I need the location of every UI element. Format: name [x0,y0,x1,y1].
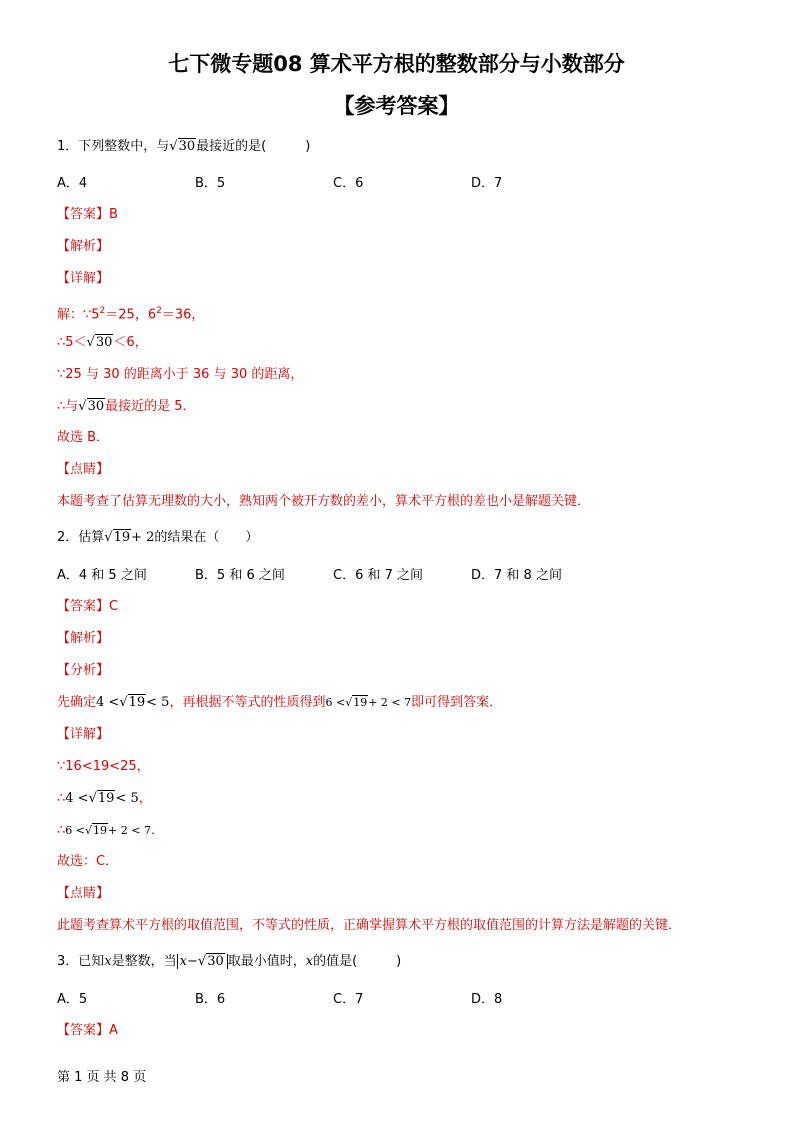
q2-solution-line-4: 故选：C． [57,854,119,869]
q2-solution-line-3: ∴6 <√19+ 2 < 7． [57,823,164,838]
page-footer: 第 1 页 共 8 页 [57,1070,147,1085]
q1-detail-heading: 【详解】 [57,271,110,286]
q3-option-b: B．6 [195,992,226,1007]
q1-option-d: D．7 [471,176,503,191]
q2-option-a: A．4 和 5 之间 [57,568,147,583]
q1-solution-line-5: 故选 B． [57,430,110,445]
q1-answer: 【答案】B [57,207,118,222]
question-1-stem: 1．下列整数中，与√30最接近的是( ) [57,137,310,157]
q2-fenxi-heading: 【分析】 [57,663,110,678]
q1-comment-text: 本题考查了估算无理数的大小，熟知两个被开方数的差小，算术平方根的差也小是解题关键． [57,494,591,509]
q2-detail-heading: 【详解】 [57,727,110,742]
q2-analysis-heading: 【解析】 [57,631,110,646]
q2-answer: 【答案】C [57,599,119,614]
q1-option-b: B．5 [195,176,226,191]
q2-comment-heading: 【点睛】 [57,886,110,901]
page-subtitle: 【参考答案】 [333,94,460,118]
q2-fenxi-text: 先确定4 <√19< 5，再根据不等式的性质得到6 <√19+ 2 < 7即可得到答案． [57,695,503,710]
sqrt-30: √30 [169,139,196,154]
q1-comment-heading: 【点睛】 [57,462,110,477]
q2-option-c: C．6 和 7 之间 [333,568,424,583]
q2-comment-text: 此题考查算术平方根的取值范围，不等式的性质，正确掌握算术平方根的取值范围的计算方法是解题的关键． [57,918,682,933]
absolute-value-expression: x−√30 [177,954,228,969]
question-3-stem: 3．已知x是整数，当 x−√30 取最小值时，x的值是( ) [57,954,402,969]
question-2-stem: 2．估算√19+ 2的结果在（ ） [57,530,259,545]
q1-solution-line-2: ∴5＜√30＜6， [57,335,148,350]
q3-option-a: A．5 [57,992,88,1007]
q3-option-d: D．8 [471,992,503,1007]
q3-answer: 【答案】A [57,1023,118,1038]
page-title: 七下微专题08 算术平方根的整数部分与小数部分 [168,52,625,76]
q1-analysis-heading: 【解析】 [57,239,110,254]
q2-option-b: B．5 和 6 之间 [195,568,285,583]
q2-solution-line-1: ∵16<19<25， [57,759,150,774]
q1-solution-line-4: ∴与√30最接近的是 5． [57,399,196,414]
q1-solution-line-3: ∵25 与 30 的距离小于 36 与 30 的距离， [57,367,304,382]
q2-option-d: D．7 和 8 之间 [471,568,562,583]
q1-option-a: A．4 [57,176,88,191]
q2-solution-line-2: ∴4 <√19< 5， [57,791,152,806]
q1-option-c: C．6 [333,176,364,191]
q3-option-c: C．7 [333,992,364,1007]
q1-solution-line-1: 解：$\because 5^2=25$，$6^2=36$， [57,306,205,323]
